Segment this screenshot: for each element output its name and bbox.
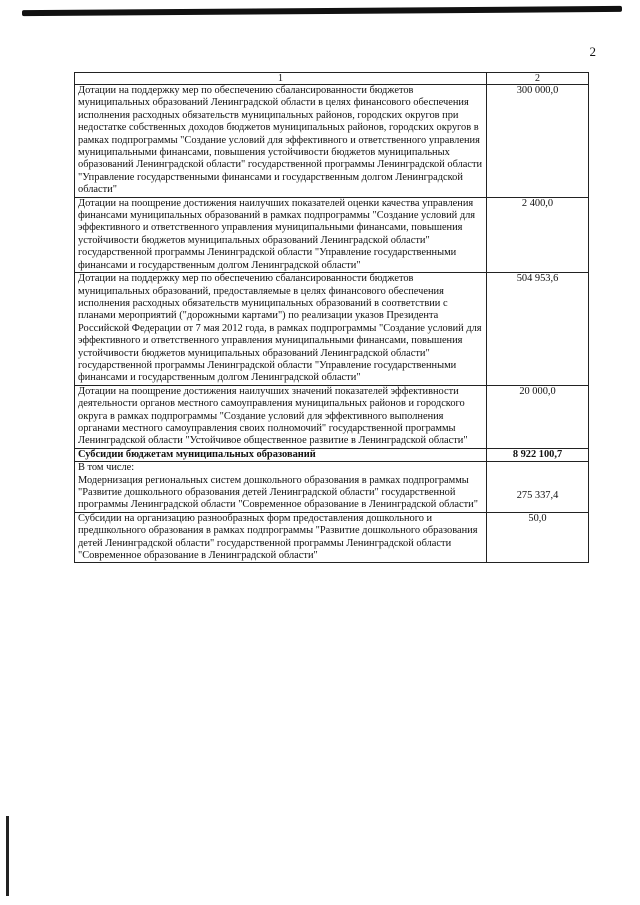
row-amount: 2 400,0 — [487, 197, 589, 272]
page-number: 2 — [589, 44, 596, 59]
row-amount: 300 000,0 — [487, 85, 589, 198]
table-row — [75, 512, 589, 563]
row-description: Дотации на поощрение достижения наилучших значений показателей эффективности деятельности органов местного самоуправления муниципальных районов и городского округа в рамках подпрограммы "Создание условий для эффективного выполнения органами местного самоуправления своих полномочий" государственной программы Ленинградской области "Устойчивое общественное развитие в Ленинградской области" — [75, 385, 487, 448]
column-header-2: 2 — [487, 73, 589, 85]
table-row — [75, 85, 589, 198]
row-amount: 275 337,4 — [487, 462, 589, 513]
table-row — [75, 273, 589, 386]
scan-top-bar — [22, 6, 622, 16]
row-description: Субсидии бюджетам муниципальных образований — [75, 448, 487, 461]
row-amount: 504 953,6 — [487, 273, 589, 386]
row-description: Субсидии на организацию разнообразных форм предоставления дошкольного и предшкольного образования в рамках подпрограммы "Развитие дошкольного образования детей Ленинградской области" государственной программы Ленинградской области "Современное образование в Ленинградской области" — [75, 512, 487, 563]
column-header-1: 1 — [75, 73, 487, 85]
row-description: В том числе: Модернизация региональных систем дошкольного образования в рамках подпрограммы "Развитие дошкольного образования детей Ленинградской области" государственной программы Ленинградской области "Современное образование в Ленинградской области" — [75, 462, 487, 513]
row-description: Дотации на поддержку мер по обеспечению сбалансированности бюджетов муниципальных образований Ленинградской области в целях финансового обеспечения исполнения расходных обязательств муниципальных районов, городских округов при недостатке собственных доходов бюджетов муниципальных районов, городских округов в рамках подпрограммы "Создание условий для эффективного и ответственного управления муниципальными финансами, повышения устойчивости бюджетов муниципальных образований Ленинградской области" государственной программы Ленинградской области "Управление государственными финансами и государственным долгом Ленинградской области" — [75, 85, 487, 198]
row-amount: 8 922 100,7 — [487, 448, 589, 461]
table-row — [75, 462, 589, 513]
table-row-total — [75, 448, 589, 461]
scan-margin-mark — [6, 816, 9, 896]
row-amount: 20 000,0 — [487, 385, 589, 448]
table-row — [75, 385, 589, 448]
row-description: Дотации на поощрение достижения наилучших показателей оценки качества управления финансами муниципальных образований в рамках подпрограммы "Создание условий для эффективного и ответственного управления муниципальными финансами, повышения устойчивости бюджетов муниципальных образований Ленинградской области" государственной программы Ленинградской области "Управление государственными финансами и государственным долгом Ленинградской области" — [75, 197, 487, 272]
budget-table — [74, 72, 589, 563]
row-description: Дотации на поддержку мер по обеспечению сбалансированности бюджетов муниципальных образований, предоставляемые в целях финансового обеспечения исполнения расходных обязательств муниципальных образований в соответствии с планами мероприятий ("дорожными картами") по реализации указов Президента Российской Федерации от 7 мая 2012 года, в рамках подпрограммы "Создание условий для эффективного и ответственного управления муниципальными финансами, повышения устойчивости бюджетов муниципальных образований Ленинградской области" государственной программы Ленинградской области "Управление государственными финансами и государственным долгом Ленинградской области" — [75, 273, 487, 386]
table-row — [75, 197, 589, 272]
table-header-row — [75, 73, 589, 85]
row-amount: 50,0 — [487, 512, 589, 563]
